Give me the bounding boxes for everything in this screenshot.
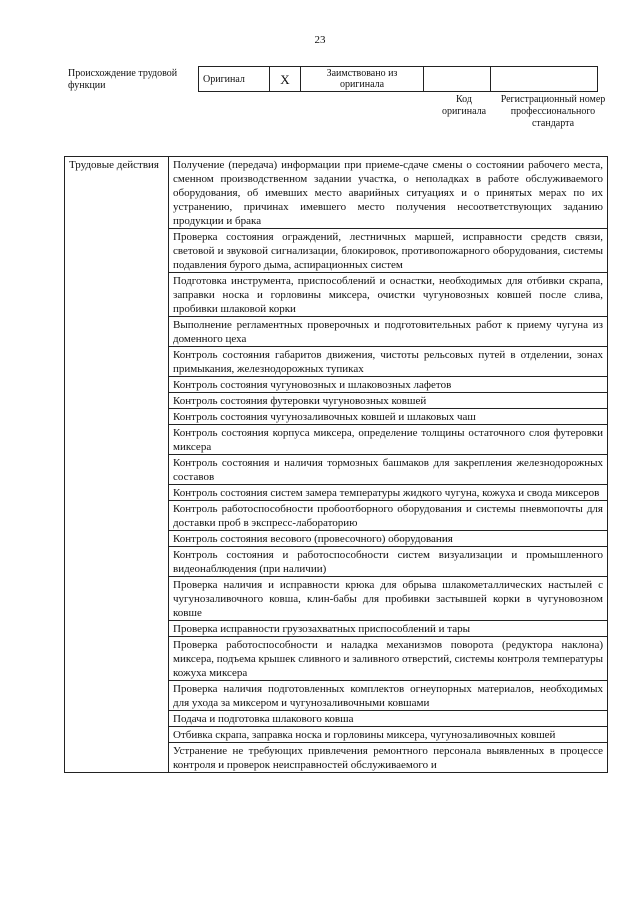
code-cell — [424, 67, 491, 92]
origin-label: Происхождение трудовой функции — [68, 68, 178, 91]
page-number: 23 — [314, 34, 326, 46]
action-item: Получение (передача) информации при приеме-сдаче смены о состоянии рабочего места, сменном производственном задании участка, о неполадках в работе обслуживаемого оборудования, об имевших место аварийных ситуациях и о принятых мерах по их устранению, причинах имевшего место получения несоответствующих заданию продукции и брака — [169, 157, 608, 229]
action-item: Проверка наличия и исправности крюка для обрыва шлакометаллических настылей с чугунозаливочного ковша, клин-бабы для пробивки застывшей корки в чугуновозном ковше — [169, 577, 608, 621]
action-item: Отбивка скрапа, заправка носка и горловины миксера, чугунозаливочных ковшей — [169, 727, 608, 743]
reg-number-cell — [491, 67, 598, 92]
origin-table — [198, 66, 598, 92]
action-item: Контроль состояния чугунозаливочных ковшей и шлаковых чаш — [169, 409, 608, 425]
action-item: Проверка состояния ограждений, лестничных маршей, исправности средств связи, световой и звуковой сигнализации, блокировок, противопожарного оборудования, системы подавления бурого дыма, аспирационных систем — [169, 229, 608, 273]
action-item: Подача и подготовка шлакового ковша — [169, 711, 608, 727]
section-label: Трудовые действия — [65, 157, 169, 773]
action-item: Контроль состояния чугуновозных и шлаковозных лафетов — [169, 377, 608, 393]
action-item: Устранение не требующих привлечения ремонтного персонала выявленных в процессе контроля и проверок неисправностей обслуживаемого и — [169, 743, 608, 773]
borrowed-cell: Заимствовано из оригинала — [301, 67, 424, 92]
action-item: Контроль состояния и наличия тормозных башмаков для закрепления железнодорожных составов — [169, 455, 608, 485]
table-row — [65, 157, 608, 229]
action-item: Контроль состояния и работоспособности систем визуализации и промышленного видеонаблюдения (при наличии) — [169, 547, 608, 577]
reg-number-label: Регистрационный номер профессионального стандарта — [500, 94, 606, 129]
action-item: Контроль состояния систем замера температуры жидкого чугуна, кожуха и свода миксеров — [169, 485, 608, 501]
action-item: Проверка исправности грузозахватных приспособлений и тары — [169, 621, 608, 637]
action-item: Проверка работоспособности и наладка механизмов поворота (редуктора наклона) миксера, подъема крышек сливного и заливного отверстий, системы контроля температуры кожуха миксера — [169, 637, 608, 681]
action-item: Контроль состояния габаритов движения, чистоты рельсовых путей в отделении, зонах примыкания, железнодорожных тупиках — [169, 347, 608, 377]
action-item: Проверка наличия подготовленных комплектов огнеупорных материалов, необходимых для ухода за миксером и чугунозаливочными ковшами — [169, 681, 608, 711]
code-original-label: Код оригинала — [441, 94, 487, 117]
action-item: Выполнение регламентных проверочных и подготовительных работ к приему чугуна из доменного цеха — [169, 317, 608, 347]
original-cell: Оригинал — [199, 67, 270, 92]
action-item: Контроль работоспособности пробоотборного оборудования и системы пневмопочты для доставки проб в экспресс-лабораторию — [169, 501, 608, 531]
action-item: Контроль состояния весового (провесочного) оборудования — [169, 531, 608, 547]
original-mark: X — [270, 67, 301, 92]
labor-actions-table — [64, 156, 608, 773]
action-item: Подготовка инструмента, приспособлений и оснастки, необходимых для отбивки скрапа, заправки носка и горловины миксера, очистки чугуновозных ковшей после слива, пробивки шлаковой корки — [169, 273, 608, 317]
action-item: Контроль состояния футеровки чугуновозных ковшей — [169, 393, 608, 409]
action-item: Контроль состояния корпуса миксера, определение толщины остаточного слоя футеровки миксера — [169, 425, 608, 455]
